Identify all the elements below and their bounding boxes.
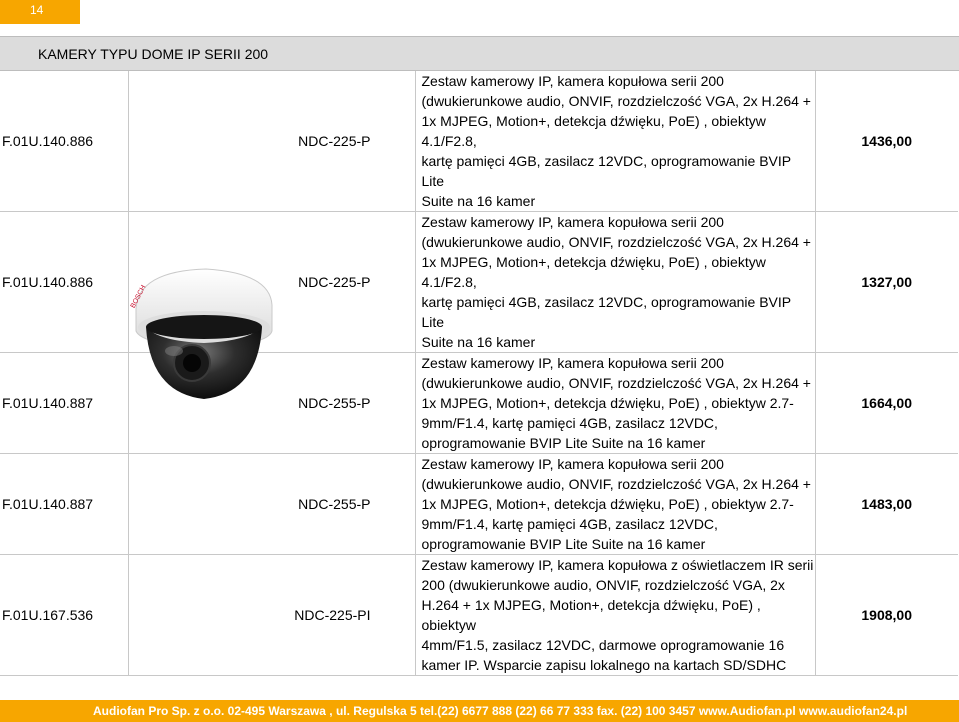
product-code: F.01U.140.887 <box>0 454 128 555</box>
product-price: 1664,00 <box>815 353 958 454</box>
product-description <box>415 353 815 454</box>
section-title: KAMERY TYPU DOME IP SERII 200 <box>38 46 269 62</box>
description-line: oprogramowanie BVIP Lite Suite na 16 kamer <box>421 435 706 451</box>
product-model: NDC-225-P <box>128 71 415 212</box>
product-code: F.01U.167.536 <box>0 555 128 676</box>
dome-camera-icon <box>128 265 278 415</box>
description-line: 1x MJPEG, Motion+, detekcja dźwięku, PoE) , obiektyw 4.1/F2.8, <box>421 254 766 290</box>
footer-contact: Audiofan Pro Sp. z o.o. 02-495 Warszawa , ul. Regulska 5 tel.(22) 6677 888 (22) 66 77 333 fax. (22) 100 3457 www.Audiofan.pl www.audiofan24.pl <box>93 704 908 718</box>
description-line: Zestaw kamerowy IP, kamera kopułowa serii 200 <box>421 456 724 472</box>
product-code: F.01U.140.887 <box>0 353 128 454</box>
description-line: H.264 + 1x MJPEG, Motion+, detekcja dźwięku, PoE) , obiektyw <box>421 597 761 633</box>
table-row <box>0 555 958 676</box>
description-line: 200 (dwukierunkowe audio, ONVIF, rozdzielczość VGA, 2x <box>421 577 785 593</box>
product-photo <box>128 265 278 415</box>
description-line: kartę pamięci 4GB, zasilacz 12VDC, oprogramowanie BVIP Lite <box>421 294 791 330</box>
product-model: NDC-225-P <box>128 212 415 353</box>
product-description <box>415 454 815 555</box>
description-line: kamer IP. Wsparcie zapisu lokalnego na kartach SD/SDHC <box>421 657 787 673</box>
description-line: 9mm/F1.4, kartę pamięci 4GB, zasilacz 12VDC, <box>421 415 718 431</box>
description-line: (dwukierunkowe audio, ONVIF, rozdzielczość VGA, 2x H.264 + <box>421 476 811 492</box>
product-model: NDC-255-P <box>128 353 415 454</box>
description-line: Suite na 16 kamer <box>421 334 536 350</box>
product-price: 1908,00 <box>815 555 958 676</box>
table-row <box>0 71 958 212</box>
description-line: 9mm/F1.4, kartę pamięci 4GB, zasilacz 12VDC, <box>421 516 718 532</box>
description-line: 1x MJPEG, Motion+, detekcja dźwięku, PoE) , obiektyw 2.7- <box>421 496 794 512</box>
product-description <box>415 212 815 353</box>
description-line: (dwukierunkowe audio, ONVIF, rozdzielczość VGA, 2x H.264 + <box>421 234 811 250</box>
product-code: F.01U.140.886 <box>0 71 128 212</box>
description-line: Zestaw kamerowy IP, kamera kopułowa serii 200 <box>421 355 724 371</box>
brand-logo-text: BOSCH <box>129 284 148 310</box>
product-price: 1327,00 <box>815 212 958 353</box>
description-line: 4mm/F1.5, zasilacz 12VDC, darmowe oprogramowanie 16 <box>421 637 785 653</box>
description-line: Zestaw kamerowy IP, kamera kopułowa serii 200 <box>421 214 724 230</box>
product-model: NDC-255-P <box>128 454 415 555</box>
page-number: 14 <box>30 3 44 17</box>
description-line: 1x MJPEG, Motion+, detekcja dźwięku, PoE) , obiektyw 4.1/F2.8, <box>421 113 766 149</box>
product-description <box>415 555 815 676</box>
page-number-badge <box>0 0 80 24</box>
description-line: oprogramowanie BVIP Lite Suite na 16 kamer <box>421 536 706 552</box>
description-line: (dwukierunkowe audio, ONVIF, rozdzielczość VGA, 2x H.264 + <box>421 375 811 391</box>
product-description <box>415 71 815 212</box>
description-line: 1x MJPEG, Motion+, detekcja dźwięku, PoE) , obiektyw 2.7- <box>421 395 794 411</box>
product-price: 1436,00 <box>815 71 958 212</box>
table-row <box>0 454 958 555</box>
description-line: (dwukierunkowe audio, ONVIF, rozdzielczość VGA, 2x H.264 + <box>421 93 811 109</box>
product-price: 1483,00 <box>815 454 958 555</box>
product-model: NDC-225-PI <box>128 555 415 676</box>
section-header <box>0 36 959 71</box>
description-line: Suite na 16 kamer <box>421 193 536 209</box>
product-code: F.01U.140.886 <box>0 212 128 353</box>
description-line: Zestaw kamerowy IP, kamera kopułowa serii 200 <box>421 73 724 89</box>
footer-bar <box>0 700 959 722</box>
description-line: kartę pamięci 4GB, zasilacz 12VDC, oprogramowanie BVIP Lite <box>421 153 791 189</box>
description-line: Zestaw kamerowy IP, kamera kopułowa z oświetlaczem IR serii <box>421 557 814 573</box>
